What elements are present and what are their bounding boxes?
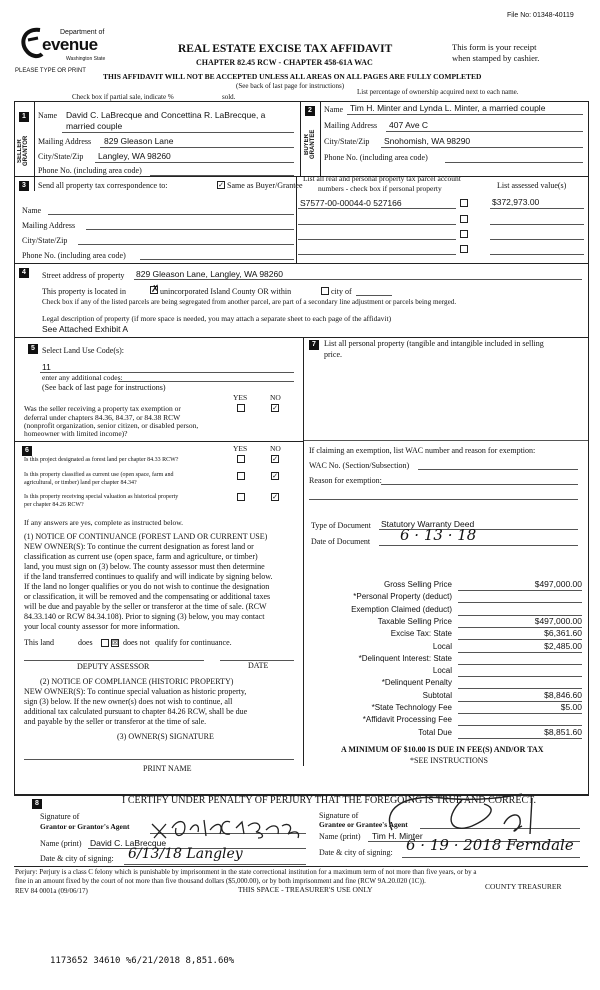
historic-no-checkbox[interactable]: ✓	[272, 493, 278, 501]
same-as-buyer-checkbox[interactable]: ✓	[218, 181, 224, 189]
please-type: PLEASE TYPE OR PRINT	[15, 68, 86, 74]
personal-property-checkbox-4[interactable]	[460, 245, 468, 253]
buyer-name[interactable]: Tim H. Minter and Lynda L. Minter, a married couple	[350, 103, 546, 113]
cashier-stamp: 1173652 34610 %6/21/2018 8,851.60%	[50, 956, 235, 966]
legal-description[interactable]: See Attached Exhibit A	[42, 324, 129, 334]
financial-row-value[interactable]: $8,851.60	[544, 727, 582, 737]
personal-property-checkbox-3[interactable]	[460, 230, 468, 238]
grantor-date-city[interactable]: 6/13/18 Langley	[128, 846, 243, 862]
financial-row-label: Total Due	[418, 728, 452, 737]
exemption-yes-checkbox[interactable]	[237, 404, 245, 412]
buyer-city-state-zip[interactable]: Snohomish, WA 98290	[384, 136, 471, 146]
forest-yes-checkbox[interactable]	[237, 455, 245, 463]
file-number: File No: 01348-40119	[507, 12, 574, 19]
financial-row-value[interactable]: $8,846.60	[544, 690, 582, 700]
exemption-no-checkbox[interactable]: ✓	[272, 404, 278, 412]
grantee-date-city[interactable]: 6 · 19 · 2018 Ferndale	[406, 836, 574, 854]
perjury-line-1: Perjury: Perjury is a class C felony which is punishable by imprisonment in the state correctional institution for a maximum term of not more than five years, or by a	[15, 868, 477, 876]
financial-row-label: Gross Selling Price	[383, 580, 452, 589]
land-does-checkbox[interactable]	[101, 639, 109, 647]
document-type[interactable]: Statutory Warranty Deed	[381, 519, 475, 529]
financial-row-label: *Delinquent Interest: State	[358, 654, 452, 663]
buyer-mailing-address[interactable]: 407 Ave C	[389, 120, 429, 130]
historic-yes-checkbox[interactable]	[237, 493, 245, 501]
financial-row-label: *Personal Property (deduct)	[353, 592, 452, 601]
receipt-note-1: This form is your receipt	[452, 42, 537, 52]
rev-form-number: REV 84 0001a (09/06/17)	[15, 887, 88, 895]
within-city-checkbox[interactable]	[321, 287, 329, 295]
seller-name-2[interactable]: married couple	[66, 121, 123, 131]
financial-row-label: Local	[432, 666, 452, 675]
parcel-number[interactable]: S7577-00-00044-0 527166	[300, 198, 402, 208]
financial-row-label: Subtotal	[422, 691, 452, 700]
grantee-print-name[interactable]: Tim H. Minter	[372, 831, 423, 841]
personal-property-checkbox-1[interactable]	[460, 199, 468, 207]
financial-row-value[interactable]: $6,361.60	[544, 628, 582, 638]
land-does-not-checkbox[interactable]: ☒	[112, 639, 119, 647]
partial-sale-label: Check box if partial sale, indicate %	[72, 93, 174, 101]
unincorporated-checkbox[interactable]: ✗	[151, 284, 160, 295]
financial-row-label: *Delinquent Penalty	[381, 678, 452, 687]
financial-row-label: Exemption Claimed (deduct)	[351, 605, 452, 614]
seller-name[interactable]: David C. LaBrecque and Concettina R. LaBrecque, a	[66, 110, 266, 120]
seller-mailing-address[interactable]: 829 Gleason Lane	[104, 136, 174, 146]
department-logo-icon	[18, 26, 44, 60]
financial-row-value[interactable]: $5.00	[560, 702, 582, 712]
financial-row-value[interactable]: $2,485.00	[544, 641, 582, 651]
financial-row-value[interactable]: $497,000.00	[534, 579, 582, 589]
grantor-signature	[148, 808, 308, 842]
forest-no-checkbox[interactable]: ✓	[272, 455, 278, 463]
property-street-address[interactable]: 829 Gleason Lane, Langley, WA 98260	[136, 269, 283, 279]
see-back-header: (See back of last page for instructions)	[236, 82, 345, 90]
personal-property-checkbox-2[interactable]	[460, 215, 468, 223]
receipt-note-2: when stamped by cashier.	[452, 53, 540, 63]
land-use-code[interactable]: 11	[42, 362, 51, 372]
financial-row-label: *State Technology Fee	[371, 703, 452, 712]
document-date[interactable]: 6 · 13 · 18	[400, 526, 477, 544]
county-treasurer: COUNTY TREASURER	[485, 882, 562, 891]
grantor-print-name[interactable]: David C. LaBrecque	[90, 838, 167, 848]
seller-city-state-zip[interactable]: Langley, WA 98260	[98, 151, 171, 161]
sold-label: sold.	[222, 93, 236, 101]
assessed-value[interactable]: $372,973.00	[492, 197, 540, 207]
treasurer-use-only: THIS SPACE - TREASURER'S USE ONLY	[238, 885, 373, 894]
warning-line: THIS AFFIDAVIT WILL NOT BE ACCEPTED UNLESS ALL AREAS ON ALL PAGES ARE FULLY COMPLETED	[103, 72, 482, 81]
certify-statement: I CERTIFY UNDER PENALTY OF PERJURY THAT THE FOREGOING IS TRUE AND CORRECT.	[122, 795, 536, 806]
form-title: REAL ESTATE EXCISE TAX AFFIDAVIT	[178, 43, 393, 55]
percent-ownership-label: List percentage of ownership acquired next to each name.	[357, 88, 519, 96]
current-use-yes-checkbox[interactable]	[237, 472, 245, 480]
financial-row-value[interactable]: $497,000.00	[534, 616, 582, 626]
financial-row-label: *Affidavit Processing Fee	[362, 715, 452, 724]
perjury-line-2: fine in an amount fixed by the court of not more than five thousand dollars ($5,000.00), or by both imprisonment and fine (RCW 9A.20.020 (1C)).	[15, 877, 426, 885]
financial-row-label: Excise Tax: State	[390, 629, 452, 638]
chapter-line: CHAPTER 82.45 RCW - CHAPTER 458-61A WAC	[196, 58, 373, 67]
financial-row-label: Taxable Selling Price	[377, 617, 452, 626]
financial-row-label: Local	[432, 642, 452, 651]
current-use-no-checkbox[interactable]: ✓	[272, 472, 278, 480]
